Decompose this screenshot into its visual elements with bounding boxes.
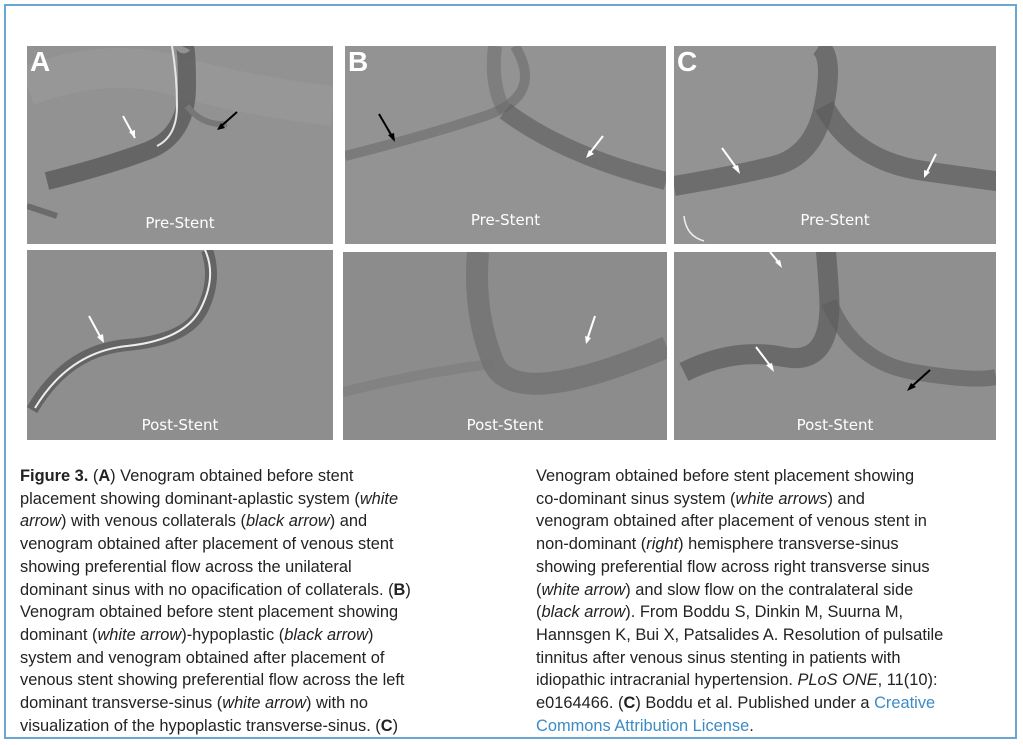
- caption-line: [536, 624, 943, 647]
- caption-text: ) Boddu et al. Published under a: [635, 694, 875, 713]
- caption-line: [536, 533, 943, 556]
- caption-text: ) and: [329, 512, 368, 531]
- caption-text: dominant (: [20, 625, 98, 644]
- caption-italic-text: white arrows: [735, 489, 828, 508]
- figure-frame: [4, 4, 1017, 739]
- caption-italic-text: arrow: [20, 512, 61, 531]
- panel-label-pre-stent: Pre-Stent: [800, 211, 870, 229]
- caption-text: system and venogram obtained after placement of: [20, 648, 385, 667]
- angiogram-b-post: [343, 252, 667, 440]
- caption-text: Venogram obtained before stent placement showing: [20, 603, 399, 622]
- caption-text: (: [536, 603, 542, 622]
- caption-text: ) and: [827, 489, 865, 508]
- license-link[interactable]: Commons Attribution License: [536, 716, 750, 735]
- caption-left-column: [20, 465, 411, 737]
- caption-line: [20, 465, 411, 488]
- caption-line: [536, 647, 943, 670]
- caption-bold-text: C: [623, 694, 636, 713]
- caption-line: [536, 488, 943, 511]
- caption-line: [20, 669, 411, 692]
- angiogram-a-post: [27, 250, 333, 440]
- caption-text: idiopathic intracranial hypertension.: [536, 671, 798, 690]
- caption-line: [536, 692, 943, 715]
- panel-label-pre-stent: Pre-Stent: [470, 211, 541, 229]
- caption-text: co-dominant sinus system (: [536, 489, 736, 508]
- caption-line: [20, 624, 411, 647]
- caption-bold-text: Figure 3.: [20, 467, 89, 485]
- caption-line: [20, 510, 411, 533]
- caption-text: ). From Boddu S, Dinkin M, Suurna M,: [625, 603, 904, 622]
- caption-line: [20, 692, 411, 715]
- panel-letter: B: [348, 46, 369, 77]
- caption-text: venogram obtained after placement of venous stent in: [536, 512, 927, 531]
- panel-label-pre-stent: Pre-Stent: [145, 214, 215, 232]
- panel-a-pre-stent-image: [27, 46, 333, 244]
- caption-line: [20, 579, 411, 602]
- caption-text: ): [405, 580, 411, 599]
- caption-text: ) and slow flow on the contralateral side: [625, 580, 914, 599]
- caption-text: non-dominant (: [536, 535, 647, 554]
- caption-text: e0164466. (: [536, 694, 624, 713]
- caption-text: dominant transverse-sinus (: [20, 694, 223, 713]
- caption-line: [20, 601, 411, 624]
- panel-b-pre-stent-image: [345, 46, 666, 244]
- caption-text: tinnitus after venous sinus stenting in patients with: [536, 648, 901, 667]
- caption-text: ): [368, 625, 374, 644]
- caption-line: [536, 465, 943, 488]
- caption-text: ) with no: [306, 694, 368, 713]
- caption-italic-text: black arrow: [284, 625, 369, 644]
- caption-text: ) hemisphere transverse-sinus: [678, 535, 899, 554]
- caption-italic-text: white arrow: [222, 694, 307, 713]
- caption-line: [20, 533, 411, 556]
- caption-text: visualization of the hypoplastic transverse-sinus. (: [20, 716, 381, 735]
- license-link[interactable]: Creative: [874, 694, 936, 713]
- caption-line: [536, 715, 943, 738]
- panel-label-post-stent: Post-Stent: [141, 416, 219, 434]
- angiogram-c-post: [674, 252, 996, 440]
- caption-italic-text: white: [359, 489, 399, 508]
- caption-line: [536, 556, 943, 579]
- caption-italic-text: PLoS ONE: [797, 671, 878, 690]
- panel-b-post-stent-image: [343, 252, 667, 440]
- caption-line: [536, 510, 943, 533]
- caption-text: Hannsgen K, Bui X, Patsalides A. Resolution of pulsatile: [536, 625, 944, 644]
- caption-text: venous stent showing preferential flow across the left: [20, 671, 405, 690]
- caption-italic-text: right: [646, 535, 679, 554]
- panel-c-post-stent-image: [674, 252, 996, 440]
- caption-line: [20, 647, 411, 670]
- caption-text: venogram obtained after placement of venous stent: [20, 535, 394, 554]
- caption-italic-text: white arrow: [541, 580, 626, 599]
- caption-text: (: [536, 580, 542, 599]
- caption-italic-text: black arrow: [245, 512, 330, 531]
- panel-c-pre-stent-image: [674, 46, 996, 244]
- panel-letter: C: [677, 46, 698, 77]
- caption-text: showing preferential flow across right transverse sinus: [536, 557, 930, 576]
- caption-line: [536, 579, 943, 602]
- caption-text: ): [392, 716, 399, 735]
- caption-text: Venogram obtained before stent placement showing: [536, 467, 915, 485]
- caption-text: )-hypoplastic (: [181, 625, 285, 644]
- caption-bold-text: A: [98, 467, 111, 485]
- caption-right-column: [536, 465, 943, 737]
- caption-italic-text: white arrow: [97, 625, 182, 644]
- caption-text: placement showing dominant-aplastic system (: [20, 489, 360, 508]
- caption-text: (: [88, 467, 99, 485]
- panel-label-post-stent: Post-Stent: [466, 416, 544, 434]
- panel-label-post-stent: Post-Stent: [796, 416, 874, 434]
- caption-line: [20, 715, 411, 738]
- caption-bold-text: C: [380, 716, 393, 735]
- caption-italic-text: black arrow: [541, 603, 626, 622]
- caption-text: ) with venous collaterals (: [61, 512, 246, 531]
- caption-line: [536, 601, 943, 624]
- caption-text: .: [749, 716, 754, 735]
- caption-text: , 11(10):: [877, 671, 938, 690]
- caption-bold-text: B: [393, 580, 406, 599]
- caption-line: [536, 669, 943, 692]
- caption-line: [20, 556, 411, 579]
- caption-text: showing preferential flow across the unilateral: [20, 557, 352, 576]
- caption-line: [20, 488, 411, 511]
- panel-letter: A: [30, 46, 51, 77]
- caption-text: ) Venogram obtained before stent: [110, 467, 354, 485]
- caption-text: dominant sinus with no opacification of collaterals. (: [20, 580, 394, 599]
- panel-a-post-stent-image: [27, 250, 333, 440]
